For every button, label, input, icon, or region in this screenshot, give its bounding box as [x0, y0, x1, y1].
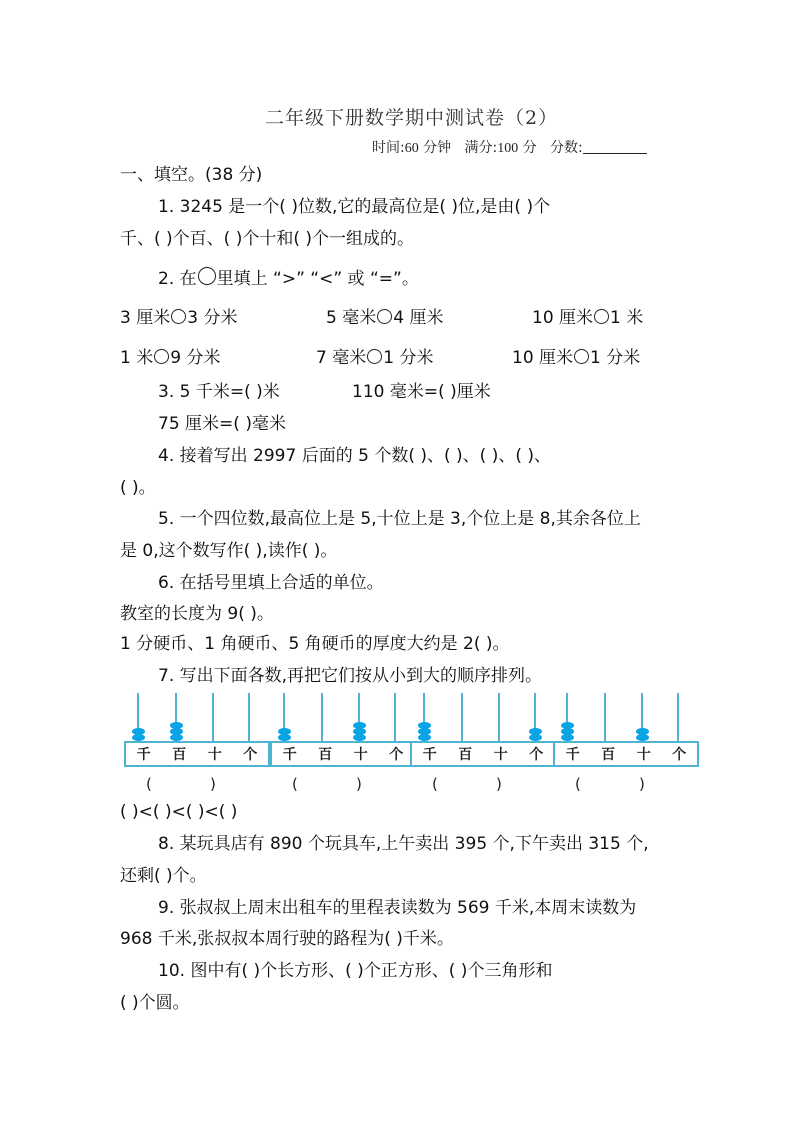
compare-item: [532, 308, 643, 328]
abacus-bead: [636, 728, 649, 735]
q1-line1: 1. 3245 是一个( )位数,它的最高位是( )位,是由( )个: [158, 197, 551, 217]
abacus-rod: [321, 693, 323, 743]
place-label: 十: [493, 747, 508, 763]
compare-right: 9 分米: [170, 348, 221, 368]
compare-item: [316, 348, 433, 368]
place-label: 千: [422, 747, 437, 763]
abacus-bead: [418, 728, 431, 735]
compare-left: 5 毫米: [326, 308, 377, 328]
compare-item: [326, 308, 443, 328]
place-label: 千: [565, 747, 580, 763]
exam-meta: [372, 137, 647, 157]
place-label: 个: [389, 747, 404, 763]
abacus-bead: [132, 734, 145, 741]
q6-line3: 1 分硬币、1 角硬币、5 角硬币的厚度大约是 2( )。: [120, 634, 510, 654]
place-label: 十: [207, 747, 222, 763]
paren-close: ): [496, 775, 502, 793]
abacus-bead: [529, 734, 542, 741]
q9-line1: 9. 张叔叔上周末出租车的里程表读数为 569 千米,本周末读数为: [158, 898, 637, 918]
q2-instruction: [158, 267, 419, 289]
abacus-bead: [561, 734, 574, 741]
place-label: 百: [172, 747, 187, 763]
compare-right: 1 米: [610, 308, 644, 328]
q4-line2: ( )。: [120, 478, 156, 498]
q8-line2: 还剩( )个。: [120, 866, 207, 886]
abacus-frame: [410, 741, 556, 767]
paren-open: (: [575, 775, 581, 793]
compare-left: 1 米: [120, 348, 154, 368]
section-heading: 一、填空。(38 分): [120, 165, 263, 185]
place-label: 十: [636, 747, 651, 763]
compare-left: 3 厘米: [120, 308, 171, 328]
abacus-bead: [353, 722, 366, 729]
abacus: [270, 693, 416, 793]
abacus-frame: [124, 741, 270, 767]
score-label: 分数:: [550, 140, 583, 156]
abacus-rod: [604, 693, 606, 743]
abacus-bead: [278, 734, 291, 741]
circle-icon: [198, 267, 216, 285]
q3-line1b: 110 毫米=( )厘米: [352, 382, 491, 402]
abacus-bead: [418, 722, 431, 729]
q8-line1: 8. 某玩具店有 890 个玩具车,上午卖出 395 个,下午卖出 315 个,: [158, 834, 649, 854]
page-title: 二年级下册数学期中测试卷（2）: [265, 107, 559, 129]
q1-line2: 千、( )个百、( )个十和( )个一组成的。: [120, 229, 415, 249]
abacus-bead: [418, 734, 431, 741]
paren-close: ): [210, 775, 216, 793]
q4-line1: 4. 接着写出 2997 后面的 5 个数( )、( )、( )、( )、: [158, 446, 551, 466]
compare-circle[interactable]: [377, 309, 392, 324]
full-unit: 分: [522, 140, 537, 156]
place-label: 百: [318, 747, 333, 763]
compare-left: 10 厘米: [512, 348, 574, 368]
q10-line2: ( )个圆。: [120, 993, 190, 1013]
abacus-bead: [170, 728, 183, 735]
abacus-bead: [561, 728, 574, 735]
q2-suffix: 里填上 “>” “<” 或 “=”。: [216, 269, 419, 289]
compare-left: 10 厘米: [532, 308, 594, 328]
abacus-rod: [212, 693, 214, 743]
q6-line2: 教室的长度为 9( )。: [120, 604, 274, 624]
compare-circle[interactable]: [574, 349, 589, 364]
time-value: 60: [404, 141, 419, 156]
q2-prefix: 2. 在: [158, 269, 197, 289]
q7-line1: 7. 写出下面各数,再把它们按从小到大的顺序排列。: [158, 666, 543, 686]
full-value: 100: [497, 141, 519, 156]
q3-line1a: 3. 5 千米=( )米: [158, 382, 280, 402]
abacus-bead: [170, 734, 183, 741]
q9-line2: 968 千米,张叔叔本周行驶的路程为( )千米。: [120, 929, 454, 949]
compare-right: 1 分米: [590, 348, 641, 368]
compare-right: 1 分米: [383, 348, 434, 368]
place-label: 十: [353, 747, 368, 763]
q3-line2: 75 厘米=( )毫米: [158, 414, 286, 434]
q6-line1: 6. 在括号里填上合适的单位。: [158, 573, 384, 593]
place-label: 千: [136, 747, 151, 763]
place-label: 个: [529, 747, 544, 763]
q10-line1: 10. 图中有( )个长方形、( )个正方形、( )个三角形和: [158, 961, 553, 981]
q5-line1: 5. 一个四位数,最高位上是 5,十位上是 3,个位上是 8,其余各位上: [158, 509, 641, 529]
paren-open: (: [432, 775, 438, 793]
place-label: 个: [672, 747, 687, 763]
score-blank[interactable]: [583, 139, 647, 154]
abacus-bead: [561, 722, 574, 729]
abacus-bead: [170, 722, 183, 729]
abacus: [410, 693, 556, 793]
paren-close: ): [356, 775, 362, 793]
compare-circle[interactable]: [594, 309, 609, 324]
compare-circle[interactable]: [171, 309, 186, 324]
q7-order-line: ( )<( )<( )<( ): [120, 802, 238, 822]
paren-close: ): [639, 775, 645, 793]
q5-line2: 是 0,这个数写作( ),读作( )。: [120, 541, 338, 561]
time-label: 时间:: [372, 140, 405, 156]
compare-item: [120, 348, 220, 368]
compare-item: [120, 308, 237, 328]
paren-open: (: [146, 775, 152, 793]
abacus: [124, 693, 270, 793]
abacus-rod: [498, 693, 500, 743]
paren-open: (: [292, 775, 298, 793]
compare-left: 7 毫米: [316, 348, 367, 368]
place-label: 千: [282, 747, 297, 763]
abacus-frame: [270, 741, 416, 767]
place-label: 百: [601, 747, 616, 763]
abacus-rod: [394, 693, 396, 743]
full-label: 满分:: [464, 140, 498, 156]
compare-circle[interactable]: [154, 349, 169, 364]
time-unit: 分钟: [423, 140, 452, 156]
compare-item: [512, 348, 640, 368]
abacus: [553, 693, 699, 793]
place-label: 个: [243, 747, 258, 763]
abacus-frame: [553, 741, 699, 767]
abacus-rod: [677, 693, 679, 743]
place-label: 百: [458, 747, 473, 763]
abacus-bead: [636, 734, 649, 741]
abacus-bead: [132, 728, 145, 735]
abacus-bead: [353, 734, 366, 741]
compare-circle[interactable]: [367, 349, 382, 364]
abacus-bead: [353, 728, 366, 735]
abacus-bead: [278, 728, 291, 735]
abacus-rod: [461, 693, 463, 743]
abacus-bead: [529, 728, 542, 735]
abacus-rod: [248, 693, 250, 743]
compare-right: 4 厘米: [393, 308, 444, 328]
compare-right: 3 分米: [187, 308, 238, 328]
